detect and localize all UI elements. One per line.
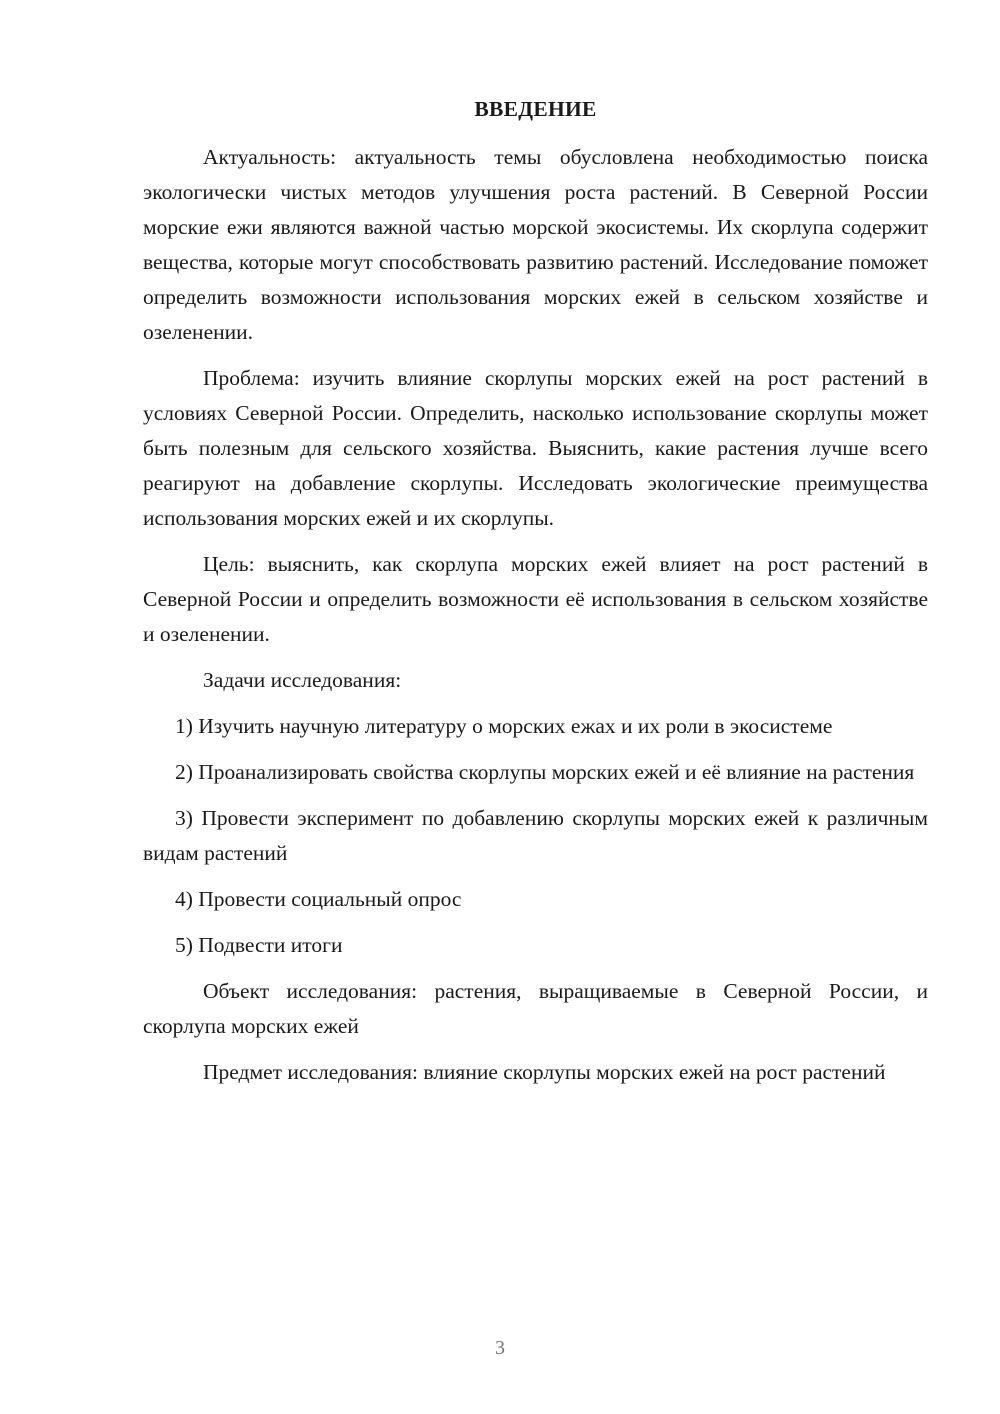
task-item-4: 4) Провести социальный опрос xyxy=(175,887,462,911)
problem-paragraph: Проблема: изучить влияние скорлупы морских ежей на рост растений в условиях Северной России. Определить, насколько использование скорлупы может быть полезным для сельского хозяйства. Выяснить, какие растения лучше всего реагируют на добавление скорлупы. Исследовать экологические преимущества использования морских ежей и их скорлупы. xyxy=(143,366,928,530)
task-item-3: 3) Провести эксперимент по добавлению скорлупы морских ежей к различным видам растений xyxy=(143,806,928,865)
section-heading: ВВЕДЕНИЕ xyxy=(474,97,597,121)
task-item-5: 5) Подвести итоги xyxy=(175,933,343,957)
tasks-heading: Задачи исследования: xyxy=(203,668,402,692)
object-paragraph: Объект исследования: растения, выращиваемые в Северной России, и скорлупа морских ежей xyxy=(143,979,928,1038)
relevance-paragraph: Актуальность: актуальность темы обусловлена необходимостью поиска экологически чистых методов улучшения роста растений. В Северной России морские ежи являются важной частью морской экосистемы. Их скорлупа содержит вещества, которые могут способствовать развитию растений. Исследование поможет определить возможности использования морских ежей в сельском хозяйстве и озеленении. xyxy=(143,145,928,344)
goal-paragraph: Цель: выяснить, как скорлупа морских ежей влияет на рост растений в Северной России и определить возможности её использования в сельском хозяйстве и озеленении. xyxy=(143,552,928,646)
tasks-list xyxy=(143,709,928,963)
page-number: 3 xyxy=(495,1337,505,1359)
subject-paragraph: Предмет исследования: влияние скорлупы морских ежей на рост растений xyxy=(203,1060,886,1084)
task-item-1: 1) Изучить научную литературу о морских ежах и их роли в экосистеме xyxy=(175,714,833,738)
task-item-2: 2) Проанализировать свойства скорлупы морских ежей и её влияние на растения xyxy=(175,760,915,784)
document-page xyxy=(143,92,928,1101)
